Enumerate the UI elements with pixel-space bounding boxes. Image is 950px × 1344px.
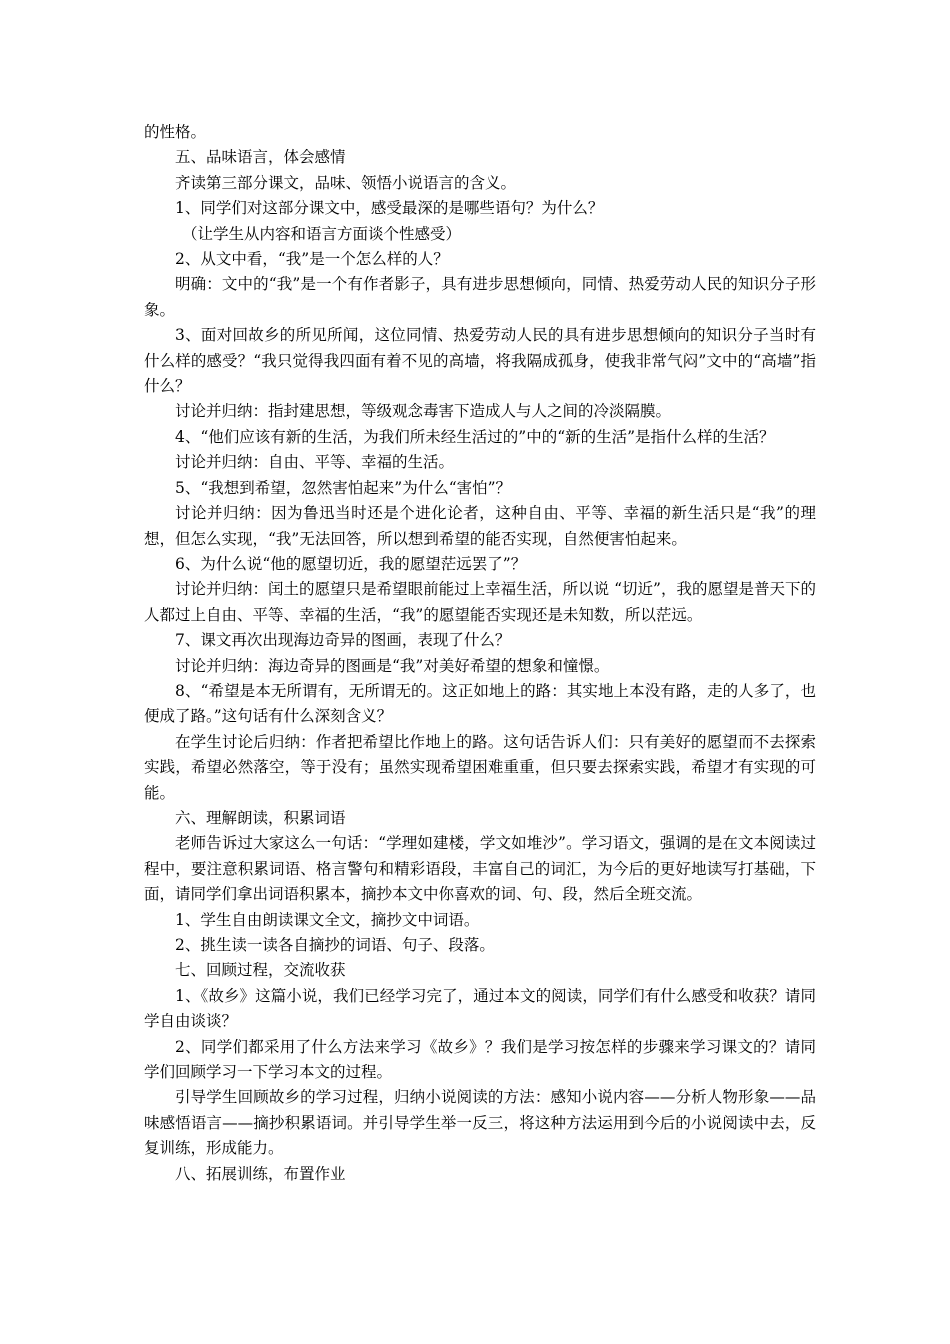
question: 5、“我想到希望，忽然害怕起来”为什么“害怕”？ <box>175 478 512 497</box>
answer: 讨论并归纳：闰土的愿望只是希望眼前能过上幸福生活，所以说 “切近”，我的愿望是普天下的人都过上自由、平等、幸福的生活，“我”的愿望能否实现还是未知数，所以茫远。 <box>144 580 816 624</box>
answer: 在学生讨论后归纳：作者把希望比作地上的路。这句话告诉人们：只有美好的愿望而不去探索实践，希望必然落空，等于没有；虽然实现希望困难重重，但只要去探索实践，希望才有实现的可能。 <box>144 732 816 802</box>
section-heading: 六、理解朗读，积累词语 <box>175 808 346 827</box>
paragraph: 引导学生回顾故乡的学习过程，归纳小说阅读的方法：感知小说内容——分析人物形象——品味感悟语言——摘抄积累语词。并引导学生举一反三，将这种方法运用到今后的小说阅读中去，反复训练，形成能力。 <box>144 1088 816 1158</box>
paragraph: 老师告诉过大家这么一句话：“学理如建楼，学文如堆沙”。学习语文，强调的是在文本阅读过程中，要注意积累词语、格言警句和精彩语段，丰富自己的词汇，为今后的更好地读写打基础，下面，请同学们拿出词语积累本，摘抄本文中你喜欢的词、句、段，然后全班交流。 <box>144 834 816 904</box>
paragraph: 齐读第三部分课文，品味、领悟小说语言的含义。 <box>175 173 517 192</box>
question: 7、课文再次出现海边奇异的图画，表现了什么？ <box>175 631 511 650</box>
question: 6、为什么说“他的愿望切近，我的愿望茫远罢了”？ <box>175 554 527 573</box>
answer: 明确：文中的“我”是一个有作者影子，具有进步思想倾向，同情、热爱劳动人民的知识分子形象。 <box>144 275 816 319</box>
answer: 讨论并归纳：因为鲁迅当时还是个进化论者，这种自由、平等、幸福的新生活只是“我”的理想，但怎么实现，“我”无法回答，所以想到希望的能否实现，自然便害怕起来。 <box>144 504 816 548</box>
question: 4、“他们应该有新的生活，为我们所未经生活过的”中的“新的生活”是指什么样的生活？ <box>175 427 775 446</box>
question: 1、同学们对这部分课文中，感受最深的是哪些语句？为什么？ <box>175 199 604 218</box>
list-item: 1、学生自由朗读课文全文，摘抄文中词语。 <box>175 910 480 929</box>
section-heading: 五、品味语言，体会感情 <box>175 148 346 167</box>
question: 2、从文中看，“我”是一个怎么样的人？ <box>175 250 449 269</box>
answer: 讨论并归纳：指封建思想，等级观念毒害下造成人与人之间的冷淡隔膜。 <box>175 402 672 421</box>
question: 1、《故乡》这篇小说，我们已经学习完了，通过本文的阅读，同学们有什么感受和收获？请同学自由谈谈？ <box>144 986 816 1031</box>
note: （让学生从内容和语言方面谈个性感受） <box>182 224 462 243</box>
paragraph: 的性格。 <box>144 123 207 141</box>
question: 8、“希望是本无所谓有，无所谓无的。这正如地上的路：其实地上本没有路，走的人多了，也便成了路。”这句话有什么深刻含义？ <box>144 681 816 726</box>
question: 3、面对回故乡的所见所闻，这位同情、热爱劳动人民的具有进步思想倾向的知识分子当时有什么样的感受？“我只觉得我四面有着不见的高墙，将我隔成孤身，使我非常气闷”文中的“高墙”指什么？ <box>144 326 816 396</box>
section-heading: 八、拓展训练，布置作业 <box>175 1164 346 1183</box>
list-item: 2、挑生读一读各自摘抄的词语、句子、段落。 <box>175 936 495 954</box>
answer: 讨论并归纳：自由、平等、幸福的生活。 <box>175 453 455 472</box>
answer: 讨论并归纳：海边奇异的图画是“我”对美好希望的想象和憧憬。 <box>175 656 610 675</box>
question: 2、同学们都采用了什么方法来学习《故乡》？我们是学习按怎样的步骤来学习课文的？请同学们回顾学习一下学习本文的过程。 <box>144 1037 816 1082</box>
section-heading: 七、回顾过程，交流收获 <box>175 961 346 980</box>
document-body <box>144 120 816 1187</box>
